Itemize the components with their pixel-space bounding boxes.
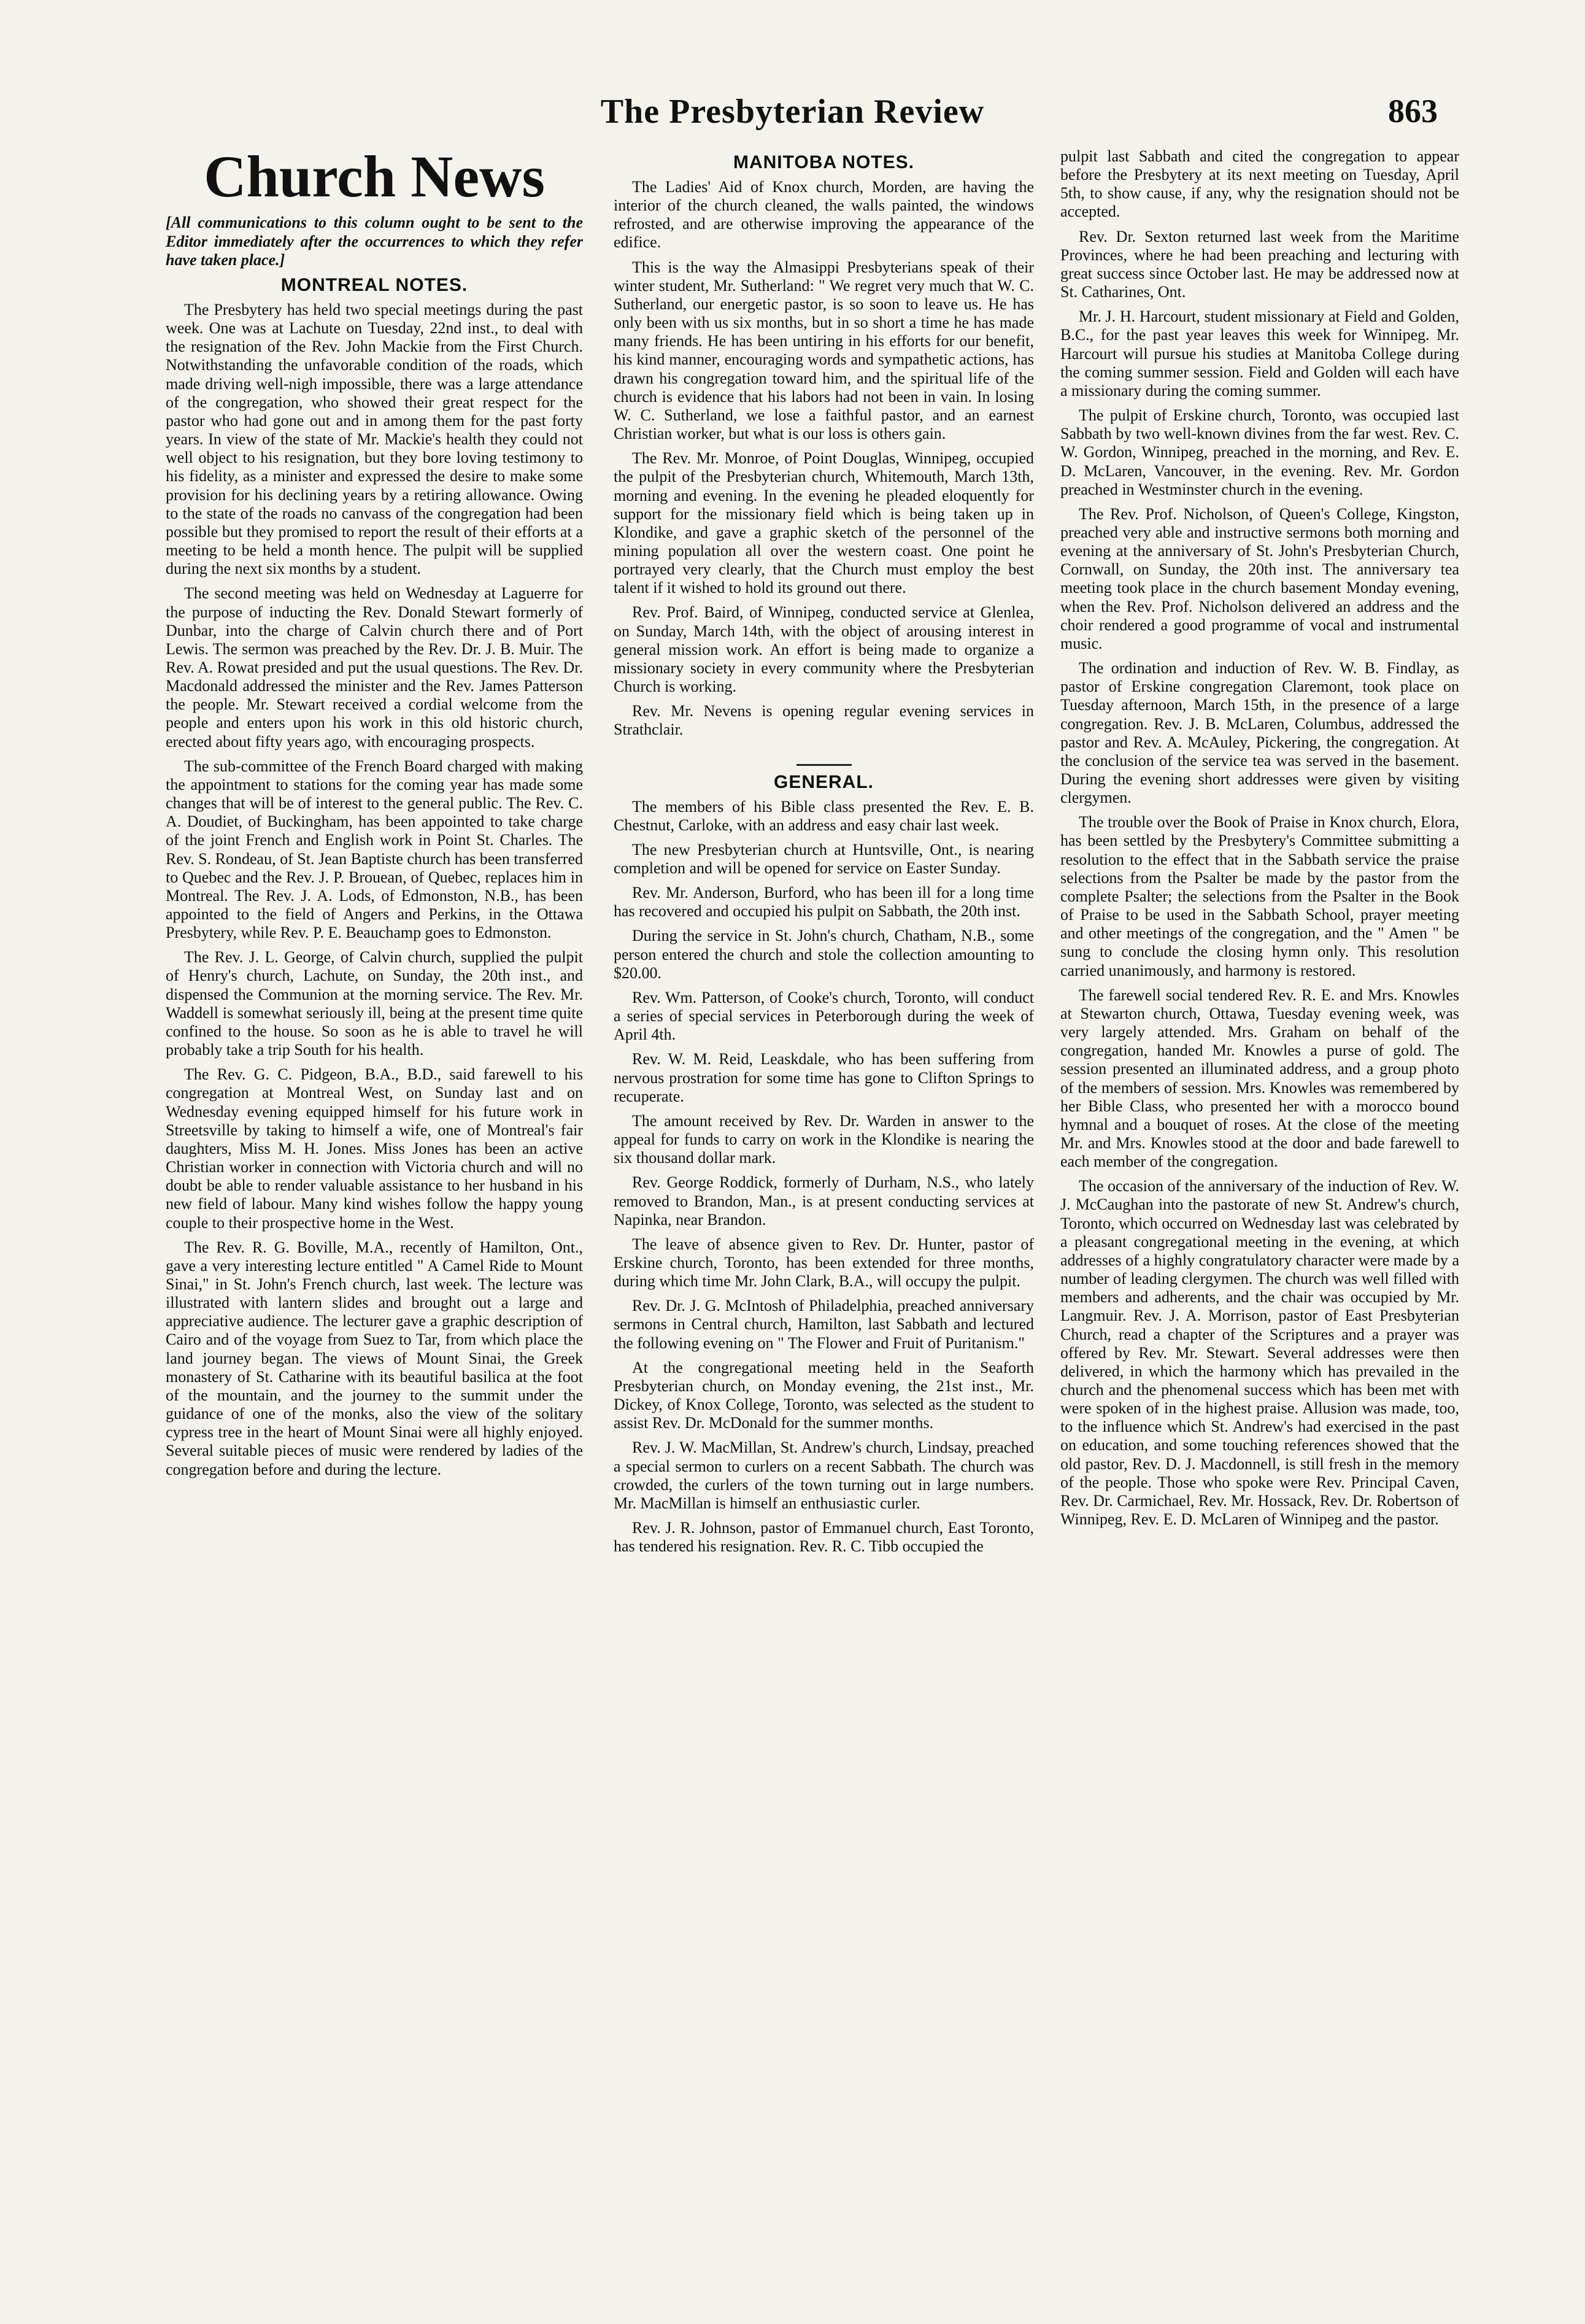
article-paragraph: Rev. J. W. MacMillan, St. Andrew's church, Lindsay, preached a special sermon to curlers on a recent Sabbath. The church was crowded, the curlers of the town turning out in large numbers. Mr. MacMillan is himself an enthusiastic curler. [614,1438,1034,1512]
article-paragraph: The ordination and induction of Rev. W. B. Findlay, as pastor of Erskine congregation Claremont, took place on Tuesday afternoon, March 15th, in the presence of a large congregation. Rev. J. B. McLaren, Columbus, addressed the pastor and Rev. A. McAuley, Pickering, the congregation. At the conclusion of the service tea was served in the basement. During the evening short addresses were given by visiting clergymen. [1060,659,1459,807]
article-paragraph: Rev. George Roddick, formerly of Durham, N.S., who lately removed to Brandon, Man., is at present conducting services at Napinka, near Brandon. [614,1173,1034,1229]
column-heading: Church News [204,147,545,209]
article-paragraph: Rev. W. M. Reid, Leaskdale, who has been suffering from nervous prostration for some time has gone to Clifton Springs to recuperate. [614,1050,1034,1105]
article-paragraph: Rev. Mr. Nevens is opening regular evening services in Strathclair. [614,702,1034,739]
article-paragraph: The Rev. Prof. Nicholson, of Queen's College, Kingston, preached very able and instructive sermons both morning and evening at the anniversary of St. John's Presbyterian Church, Cornwall, on Sunday, the 20th inst. The anniversary tea meeting took place in the church basement Monday evening, when the Rev. Prof. Nicholson delivered an address and the choir rendered a good programme of vocal and instrumental music. [1060,504,1459,652]
section-heading-general: GENERAL. [773,771,874,792]
article-paragraph: The Rev. G. C. Pidgeon, B.A., B.D., said farewell to his congregation at Montreal West, on Sunday last and on Wednesday evening equipped himself for his future work in Streetsville by taking to himself a wife, one of Montreal's fair daughters, Miss M. H. Jones. Miss Jones has been an active Christian worker in connection with Victoria church and will no doubt be able to render valuable assistance to her husband in his new field of labour. Many kind wishes follow the happy young couple to their prospective home in the West. [166,1065,583,1232]
column-3 [1060,147,1459,2264]
masthead [147,92,1438,147]
article-paragraph: The trouble over the Book of Praise in Knox church, Elora, has been settled by the Presbytery's Committee submitting a resolution to the effect that in the Sabbath service the praise selections from the Psalter be made by the pastor from the complete Psalter; the selections from the Psalter in the Book of Praise to be used in the Sabbath School, prayer meeting and other meetings of the congregation, and the " Amen " be sung to conclude the closing hymn only. This resolution carried unanimously, and harmony is restored. [1060,813,1459,979]
article-paragraph: The sub-committee of the French Board charged with making the appointment to stations for the coming year has made some changes that will be of interest to the general public. The Rev. C. A. Doudiet, of Buckingham, has been appointed to take charge of the joint French and English work in Point St. Charles. The Rev. S. Rondeau, of St. Jean Baptiste church has been transferred to Quebec and the Rev. J. P. Brouean, of Quebec, replaces him in Montreal. The Rev. J. A. Lods, of Edmonston, N.B., has been appointed to the field of Angers and Perkins, in the Ottawa Presbytery, while Rev. P. E. Beauchamp goes to Edmonston. [166,757,583,942]
article-paragraph: The Rev. Mr. Monroe, of Point Douglas, Winnipeg, occupied the pulpit of the Presbyterian church, Whitemouth, March 13th, morning and evening. In the evening he pleaded eloquently for support for the missionary field which is being taken up in Klondike, and gave a graphic sketch of the personnel of the mining population all over the western coast. One point he portrayed very clearly, that the Church must employ the best talent if it wished to hold its ground out there. [614,449,1034,597]
article-paragraph: The pulpit of Erskine church, Toronto, was occupied last Sabbath by two well-known divines from the far west. Rev. C. W. Gordon, Winnipeg, preached in the morning, and Rev. E. D. McLaren, Vancouver, in the evening. Rev. Mr. Gordon preached in Westminster church in the evening. [1060,406,1459,498]
article-paragraph: Rev. Mr. Anderson, Burford, who has been ill for a long time has recovered and occupied his pulpit on Sabbath, the 20th inst. [614,884,1034,921]
section-divider [796,764,852,766]
article-paragraph: The occasion of the anniversary of the induction of Rev. W. J. McCaughan into the pastorate of new St. Andrew's church, Toronto, which occurred on Wednesday last was celebrated by a pleasant congregational meeting in the evening, at which addresses of a highly congratulatory character were made by a number of leading clergymen. The church was well filled with members and adherents, and the chair was occupied by Mr. Langmuir. Rev. J. A. Morrison, pastor of East Presbyterian Church, read a chapter of the Scriptures and a prayer was offered by Rev. Mr. Stewart. Several addresses were then delivered, in which the harmony which has prevailed in the church and the phenomenal success which has been met with were spoken of in the highest praise. Allusion was made, too, to the influence which St. Andrew's had exercised in the past on education, and some touching references showed that the old pastor, Rev. D. J. Macdonnell, is still fresh in the memory of the people. Those who spoke were Rev. Principal Caven, Rev. Dr. Carmichael, Rev. Mr. Hossack, Rev. Dr. Robertson of Winnipeg, Rev. E. D. McLaren of Winnipeg and the pastor. [1060,1177,1459,1529]
page-number: 863 [1388,93,1438,129]
section-heading-montreal: MONTREAL NOTES. [280,275,468,296]
article-paragraph: Mr. J. H. Harcourt, student missionary at Field and Golden, B.C., for the past year leaves this week for Winnipeg. Mr. Harcourt will pursue his studies at Manitoba College during the coming summer session. Field and Golden will each have a missionary during the coming summer. [1060,307,1459,400]
column-1 [166,147,583,2264]
article-paragraph: Rev. Wm. Patterson, of Cooke's church, Toronto, will conduct a series of special services in Peterborough during the week of April 4th. [614,988,1034,1044]
article-paragraph: Rev. Prof. Baird, of Winnipeg, conducted service at Glenlea, on Sunday, March 14th, with the object of arousing interest in general mission work. An effort is being made to organize a missionary society in every community where the Presbyterian Church is working. [614,603,1034,696]
article-paragraph: This is the way the Almasippi Presbyterians speak of their winter student, Mr. Sutherland: " We regret very much that W. C. Sutherland, our energetic pastor, is so soon to leave us. He has only been with us six months, but in so short a time he has made many friends. He has been untiring in his efforts for our benefit, his kind manner, encouraging words and sympathetic actions, has drawn his congregation toward him, and the spiritual life of the church is evidence that his labors had not been in vain. In losing W. C. Sutherland, we lose a faithful pastor, and an earnest Christian worker, but what is our loss is others gain. [614,258,1034,443]
article-paragraph: The amount received by Rev. Dr. Warden in answer to the appeal for funds to carry on work in the Klondike is nearing the six thousand dollar mark. [614,1111,1034,1167]
article-paragraph: The farewell social tendered Rev. R. E. and Mrs. Knowles at Stewarton church, Ottawa, Tuesday evening week, was very largely attended. Mrs. Graham on behalf of the congregation, handed Mr. Knowles a purse of gold. The session presented an illuminated address, and a group photo of the members of session. Mrs. Knowles was remembered by her Bible Class, who presented her with a morocco bound hymnal and a bouquet of roses. At the close of the meeting Mr. and Mrs. Knowles stood at the door and bade farewell to each member of the congregation. [1060,986,1459,1171]
column-2 [614,147,1034,2264]
article-paragraph: Rev. J. R. Johnson, pastor of Emmanuel church, East Toronto, has tendered his resignation. Rev. R. C. Tibb occupied the [614,1519,1034,1556]
article-paragraph: pulpit last Sabbath and cited the congregation to appear before the Presbytery at its next meeting on Tuesday, April 5th, to show cause, if any, why the resignation should not be accepted. [1060,147,1459,221]
article-paragraph: The Presbytery has held two special meetings during the past week. One was at Lachute on Tuesday, 22nd inst., to deal with the resignation of the Rev. John Mackie from the First Church. Notwithstanding the unfavorable condition of the roads, which made driving well-nigh impossible, there was a large attendance of the congregation, who showed their great respect for the pastor who had gone out and in among them for the past forty years. In view of the state of Mr. Mackie's health they could not well object to his resignation, but they bore loving testimony to his fidelity, as a minister and expressed the desire to make some provision for his declining years by a retiring allowance. Owing to the state of the roads no canvass of the congregation had been possible but they promised to report the result of their efforts at a meeting to be held a month hence. The pulpit will be supplied during the next six months by a student. [166,301,583,578]
publication-title: The Presbyterian Review [600,93,985,131]
article-paragraph: During the service in St. John's church, Chatham, N.B., some person entered the church and stole the collection amounting to $20.00. [614,927,1034,982]
article-paragraph: The members of his Bible class presented the Rev. E. B. Chestnut, Carloke, with an address and easy chair last week. [614,797,1034,834]
article-paragraph: The Rev. R. G. Boville, M.A., recently of Hamilton, Ont., gave a very interesting lecture entitled " A Camel Ride to Mount Sinai," in St. John's French church, last week. The lecture was illustrated with lantern slides and brought out a large and appreciative audience. The lecturer gave a graphic description of Cairo and of the voyage from Suez to Tar, from which place the land journey began. The views of Mount Sinai, the Greek monastery of St. Catharine with its beautiful basilica at the foot of the mountain, and the journey to the summit under the guidance of one of the monks, also the view of the solitary cypress tree in the heart of Mount Sinai were all highly enjoyed. Several suitable pieces of music were rendered by ladies of the congregation before and during the lecture. [166,1238,583,1478]
article-paragraph: Rev. Dr. Sexton returned last week from the Maritime Provinces, where he had been preaching and lecturing with great success since October last. He may be addressed now at St. Catharines, Ont. [1060,227,1459,301]
editor-note: [All communications to this column ought to be sent to the Editor immediately after the occurrences to which they refer have taken place.] [166,214,583,269]
article-paragraph: The new Presbyterian church at Huntsville, Ont., is nearing completion and will be opened for service on Easter Sunday. [614,840,1034,877]
article-paragraph: The second meeting was held on Wednesday at Laguerre for the purpose of inducting the Rev. Donald Stewart formerly of Dunbar, into the charge of Calvin church there and of Port Lewis. The sermon was preached by the Rev. Dr. J. B. Muir. The Rev. A. Rowat presided and put the usual questions. The Rev. Dr. Macdonald addressed the minister and the Rev. James Patterson the people. Mr. Stewart received a cordial welcome from the people and enters upon his work in this old historic church, erected about fifty years ago, with encouraging prospects. [166,584,583,751]
section-heading-manitoba: MANITOBA NOTES. [733,152,914,172]
article-paragraph: The Ladies' Aid of Knox church, Morden, are having the interior of the church cleaned, the walls painted, the windows refrosted, and are otherwise improving the appearance of the edifice. [614,178,1034,252]
article-paragraph: The leave of absence given to Rev. Dr. Hunter, pastor of Erskine church, Toronto, has been extended for three months, during which time Mr. John Clark, B.A., will occupy the pulpit. [614,1235,1034,1291]
article-paragraph: At the congregational meeting held in the Seaforth Presbyterian church, on Monday evening, the 21st inst., Mr. Dickey, of Knox College, Toronto, was selected as the student to assist Rev. Dr. McDonald for the summer months. [614,1358,1034,1432]
article-paragraph: Rev. Dr. J. G. McIntosh of Philadelphia, preached anniversary sermons in Central church, Hamilton, last Sabbath and lectured the following evening on " The Flower and Fruit of Puritanism." [614,1297,1034,1352]
article-paragraph: The Rev. J. L. George, of Calvin church, supplied the pulpit of Henry's church, Lachute, on Sunday, the 20th inst., and dispensed the Communion at the morning service. The Rev. Mr. Waddell is somewhat seriously ill, being at the present time quite confined to the house. So soon as he is able to travel he will probably take a trip South for his health. [166,948,583,1059]
